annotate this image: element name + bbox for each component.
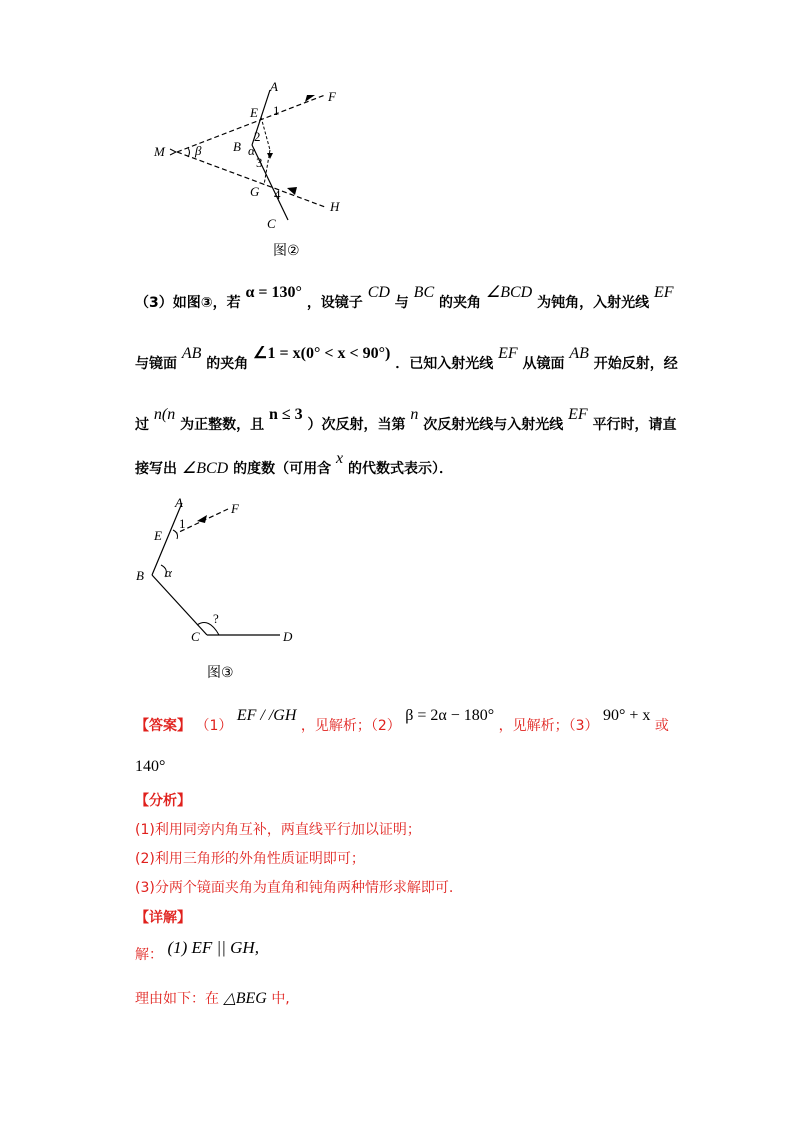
detail-reason-end: 中, (271, 991, 290, 1007)
q3-text: 的夹角 (206, 356, 249, 372)
detail-solve-math: (1) EF || GH, (167, 938, 259, 957)
q3-math-BC: BC (413, 284, 435, 301)
fig3-label-C: C (191, 629, 200, 644)
answer-text: ，见解析；（3） (498, 718, 599, 734)
figure-3-diagram (125, 495, 315, 650)
q3-text: 的夹角 (439, 295, 481, 311)
fig2-label-M: M (154, 144, 165, 159)
q3-text: 从镜面 (522, 356, 565, 372)
fig2-label-1: 1 (273, 103, 280, 118)
question-3-line-1 (135, 284, 674, 312)
q3-math-AB: AB (181, 345, 202, 362)
fig2-label-alpha: α (248, 143, 255, 158)
q3-text: 与镜面 (135, 356, 177, 372)
q3-math-angle-BCD: ∠BCD (181, 460, 229, 477)
question-3-line-3 (135, 406, 677, 434)
q3-math-CD: CD (367, 284, 390, 301)
answer-tag: 【答案】 (135, 718, 191, 734)
question-3-line-4 (135, 450, 453, 478)
q3-text: 次反射光线与入射光线 (423, 417, 564, 433)
fig2-label-3: 3 (256, 155, 263, 170)
answer-line (135, 707, 669, 735)
q3-math-n-le-3: n ≤ 3 (268, 406, 303, 423)
q3-text: ．已知入射光线 (395, 356, 494, 372)
fig2-label-4: 4 (274, 187, 281, 202)
detail-reason-line (135, 988, 290, 1008)
q3-text: 的代数式表示）． (347, 461, 453, 477)
q3-text: 平行时，请直 (592, 417, 677, 433)
figure-2-caption: 图② (273, 243, 300, 259)
q3-math-n: n(n (153, 406, 176, 423)
answer-text: ，见解析；（2） (300, 718, 401, 734)
fig3-label-question: ? (213, 611, 219, 626)
q3-text: （3）如图③，若 (135, 295, 241, 311)
q3-math-angle-BCD: ∠BCD (485, 284, 533, 301)
fig3-label-B: B (136, 568, 144, 583)
detail-solve-label: 解： (135, 947, 163, 963)
fig2-label-F: F (328, 89, 336, 104)
analysis-item-2: (2)利用三角形的外角性质证明即可； (135, 851, 365, 867)
q3-math-EF: EF (653, 284, 674, 301)
q3-text: 接写出 (135, 461, 177, 477)
q3-text: 的度数（可用含 (233, 461, 332, 477)
answer-math-1: EF / /GH (236, 707, 297, 724)
fig2-label-beta: β (195, 143, 202, 158)
q3-math-alpha: α = 130° (245, 284, 302, 301)
fig3-label-alpha: α (165, 565, 172, 580)
question-3-line-2 (135, 345, 678, 373)
answer-text: 或 (654, 718, 669, 734)
fig2-label-H: H (330, 199, 340, 214)
answer-line-2: 140° (135, 758, 166, 775)
detail-reason-math: △BEG (223, 990, 267, 1007)
q3-text: 开始反射，经 (593, 356, 678, 372)
fig3-label-E: E (154, 528, 162, 543)
fig2-label-2: 2 (254, 129, 261, 144)
q3-text: 为正整数，且 (180, 417, 265, 433)
fig2-label-G: G (250, 184, 260, 199)
q3-text: ，设镜子 (306, 295, 363, 311)
q3-math-EF: EF (568, 406, 588, 423)
q3-math-n: n (410, 406, 419, 423)
fig2-label-B: B (233, 139, 241, 154)
q3-math-x: x (335, 450, 344, 467)
q3-text: 与 (394, 295, 409, 311)
fig2-label-A: A (270, 79, 278, 94)
figure-3-caption: 图③ (207, 665, 234, 681)
answer-text: （1） (195, 718, 233, 734)
q3-text: ）次反射，当第 (307, 417, 406, 433)
detail-reason-text: 理由如下：在 (135, 991, 219, 1007)
fig3-label-F: F (231, 501, 239, 516)
answer-math-3: 90° + x (603, 707, 651, 724)
q3-math-angle1: ∠1 = x(0° < x < 90°) (253, 345, 391, 362)
detail-solve-line (135, 938, 259, 964)
fig2-label-C: C (267, 216, 276, 231)
q3-text: 为钝角，入射光线 (537, 295, 650, 311)
answer-math-2: β = 2α − 180° (405, 707, 495, 724)
fig3-label-A: A (175, 495, 183, 510)
detail-tag: 【详解】 (135, 910, 191, 926)
q3-math-AB: AB (569, 345, 589, 362)
analysis-item-3: (3)分两个镜面夹角为直角和钝角两种情形求解即可. (135, 880, 454, 896)
fig2-label-E: E (250, 105, 258, 120)
fig3-label-1: 1 (179, 516, 186, 531)
q3-math-EF: EF (498, 345, 518, 362)
fig3-label-D: D (283, 629, 293, 644)
q3-text: 过 (135, 417, 149, 433)
analysis-tag: 【分析】 (135, 793, 191, 809)
analysis-item-1: (1)利用同旁内角互补，两直线平行加以证明； (135, 822, 421, 838)
figure-2-diagram (140, 75, 370, 235)
